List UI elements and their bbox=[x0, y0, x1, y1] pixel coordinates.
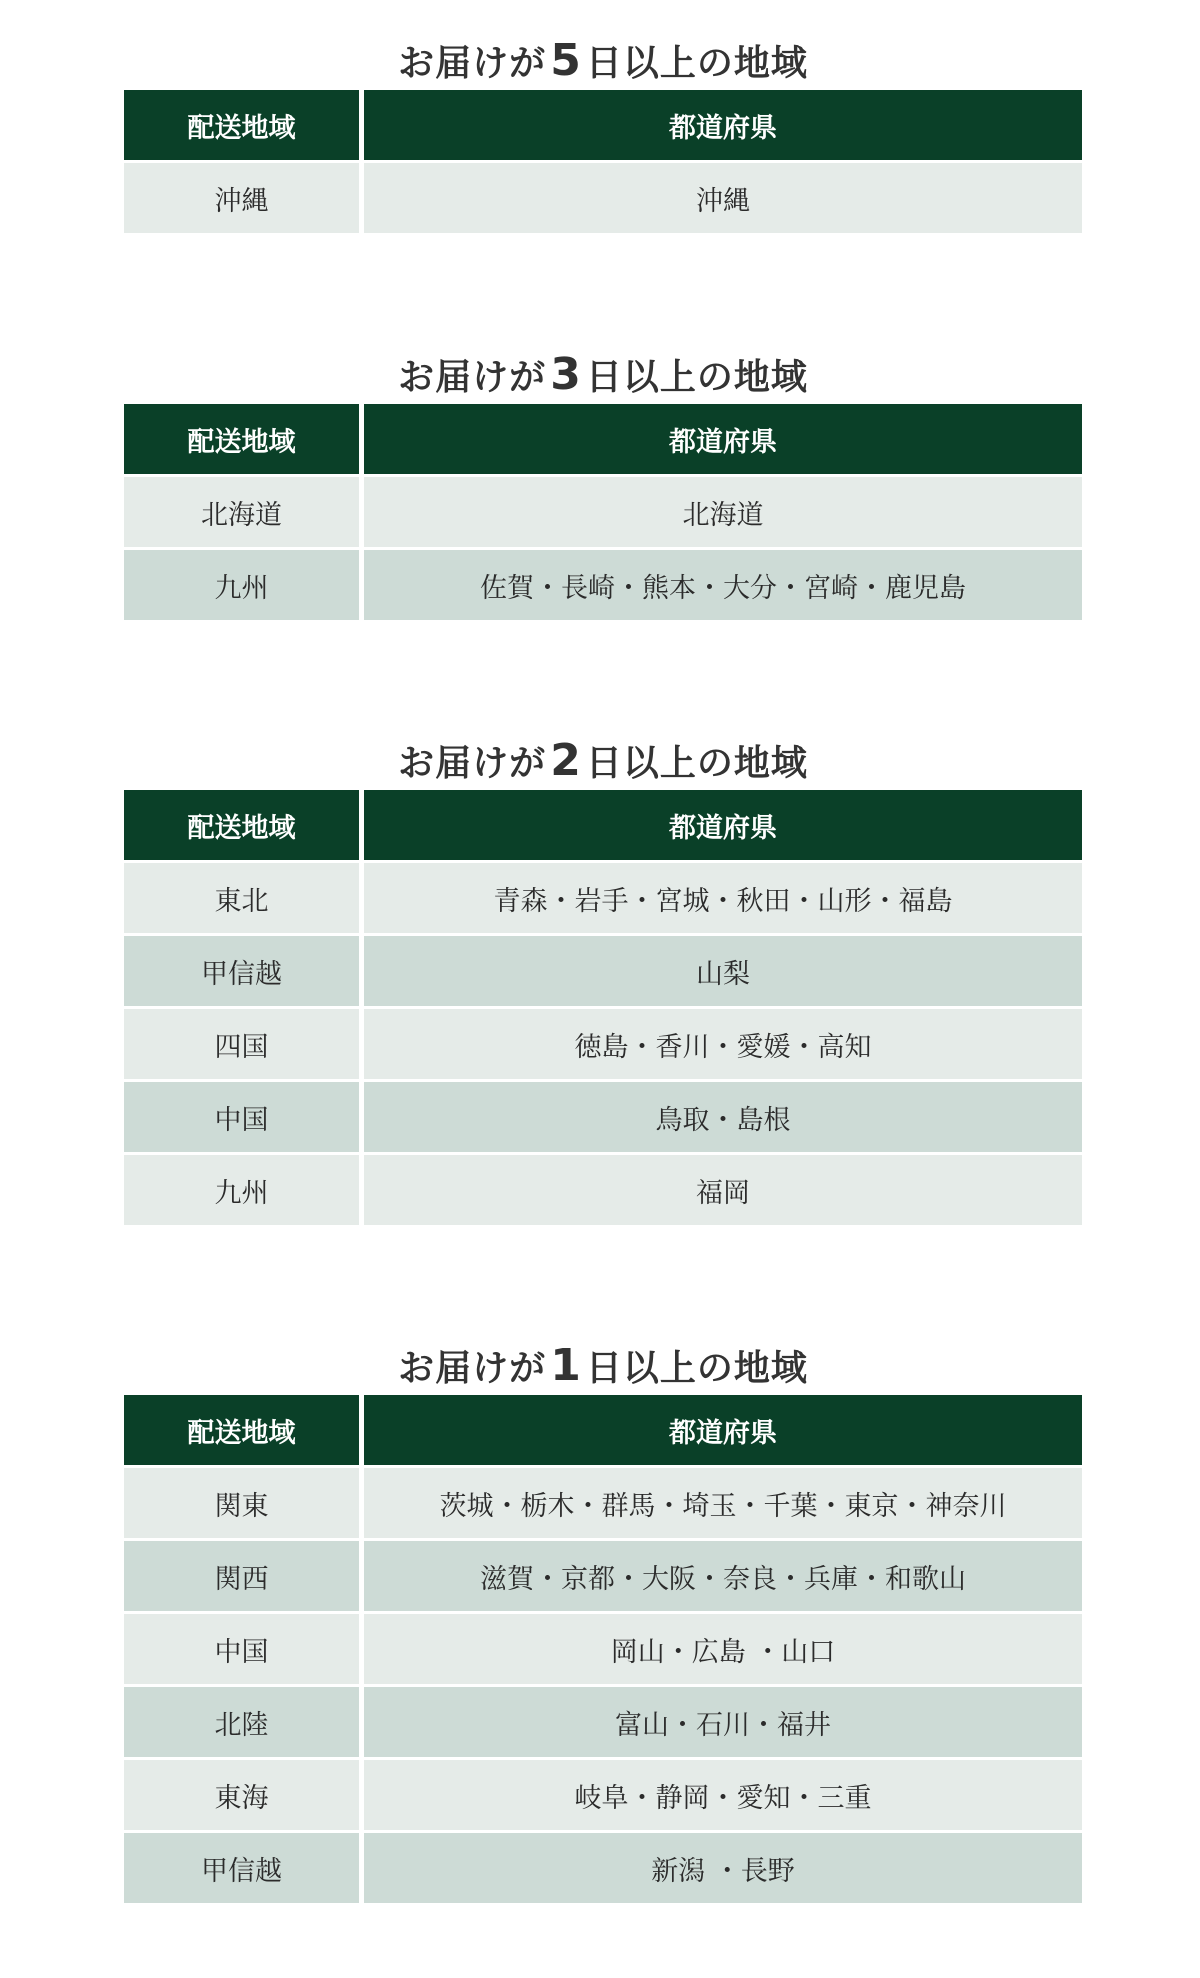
table-header-row bbox=[124, 90, 1082, 160]
table-row bbox=[124, 1009, 1082, 1079]
table-row bbox=[124, 1833, 1082, 1903]
prefecture-cell: 茨城・栃木・群馬・埼玉・千葉・東京・神奈川 bbox=[364, 1468, 1082, 1538]
title-prefix: お届けが bbox=[398, 742, 547, 784]
table-row bbox=[124, 1760, 1082, 1830]
table-row bbox=[124, 1614, 1082, 1684]
table-row bbox=[124, 1541, 1082, 1611]
region-cell: 中国 bbox=[124, 1614, 359, 1684]
table-header-row bbox=[124, 404, 1082, 474]
prefecture-cell: 山梨 bbox=[364, 936, 1082, 1006]
prefecture-cell: 鳥取・島根 bbox=[364, 1082, 1082, 1152]
title-days: 1 bbox=[550, 1339, 582, 1391]
prefecture-cell: 北海道 bbox=[364, 477, 1082, 547]
header-prefecture: 都道府県 bbox=[364, 790, 1082, 860]
prefecture-cell: 岡山・広島 ・山口 bbox=[364, 1614, 1082, 1684]
header-region: 配送地域 bbox=[124, 1395, 359, 1465]
prefecture-cell: 徳島・香川・愛媛・高知 bbox=[364, 1009, 1082, 1079]
region-cell: 北海道 bbox=[124, 477, 359, 547]
section-title bbox=[124, 730, 1082, 790]
header-region: 配送地域 bbox=[124, 404, 359, 474]
prefecture-cell: 福岡 bbox=[364, 1155, 1082, 1225]
prefecture-cell: 新潟 ・長野 bbox=[364, 1833, 1082, 1903]
delivery-table bbox=[124, 1395, 1082, 1903]
table-row bbox=[124, 863, 1082, 933]
section-1-day bbox=[124, 1335, 1082, 1906]
section-3-days bbox=[124, 344, 1082, 623]
region-cell: 沖縄 bbox=[124, 163, 359, 233]
table-row bbox=[124, 163, 1082, 233]
region-cell: 中国 bbox=[124, 1082, 359, 1152]
title-days: 3 bbox=[550, 348, 582, 400]
region-cell: 東海 bbox=[124, 1760, 359, 1830]
region-cell: 四国 bbox=[124, 1009, 359, 1079]
title-prefix: お届けが bbox=[398, 42, 547, 84]
section-title bbox=[124, 30, 1082, 90]
header-prefecture: 都道府県 bbox=[364, 404, 1082, 474]
title-suffix: 日以上の地域 bbox=[585, 356, 808, 398]
table-row bbox=[124, 1687, 1082, 1757]
delivery-table bbox=[124, 90, 1082, 233]
header-prefecture: 都道府県 bbox=[364, 90, 1082, 160]
title-suffix: 日以上の地域 bbox=[585, 1347, 808, 1389]
table-row bbox=[124, 1082, 1082, 1152]
region-cell: 関東 bbox=[124, 1468, 359, 1538]
delivery-table bbox=[124, 790, 1082, 1225]
prefecture-cell: 沖縄 bbox=[364, 163, 1082, 233]
title-suffix: 日以上の地域 bbox=[585, 42, 808, 84]
header-region: 配送地域 bbox=[124, 790, 359, 860]
table-header-row bbox=[124, 1395, 1082, 1465]
prefecture-cell: 青森・岩手・宮城・秋田・山形・福島 bbox=[364, 863, 1082, 933]
section-5-days bbox=[124, 30, 1082, 236]
table-row bbox=[124, 1468, 1082, 1538]
section-title bbox=[124, 1335, 1082, 1395]
region-cell: 九州 bbox=[124, 1155, 359, 1225]
region-cell: 東北 bbox=[124, 863, 359, 933]
region-cell: 関西 bbox=[124, 1541, 359, 1611]
region-cell: 九州 bbox=[124, 550, 359, 620]
header-region: 配送地域 bbox=[124, 90, 359, 160]
table-header-row bbox=[124, 790, 1082, 860]
title-suffix: 日以上の地域 bbox=[585, 742, 808, 784]
region-cell: 北陸 bbox=[124, 1687, 359, 1757]
title-prefix: お届けが bbox=[398, 1347, 547, 1389]
table-row bbox=[124, 1155, 1082, 1225]
region-cell: 甲信越 bbox=[124, 1833, 359, 1903]
table-row bbox=[124, 477, 1082, 547]
prefecture-cell: 岐阜・静岡・愛知・三重 bbox=[364, 1760, 1082, 1830]
table-row bbox=[124, 936, 1082, 1006]
table-row bbox=[124, 550, 1082, 620]
title-days: 2 bbox=[550, 734, 582, 786]
header-prefecture: 都道府県 bbox=[364, 1395, 1082, 1465]
title-prefix: お届けが bbox=[398, 356, 547, 398]
section-2-days bbox=[124, 730, 1082, 1228]
prefecture-cell: 滋賀・京都・大阪・奈良・兵庫・和歌山 bbox=[364, 1541, 1082, 1611]
delivery-table bbox=[124, 404, 1082, 620]
prefecture-cell: 佐賀・長崎・熊本・大分・宮崎・鹿児島 bbox=[364, 550, 1082, 620]
title-days: 5 bbox=[550, 34, 582, 86]
region-cell: 甲信越 bbox=[124, 936, 359, 1006]
section-title bbox=[124, 344, 1082, 404]
prefecture-cell: 富山・石川・福井 bbox=[364, 1687, 1082, 1757]
